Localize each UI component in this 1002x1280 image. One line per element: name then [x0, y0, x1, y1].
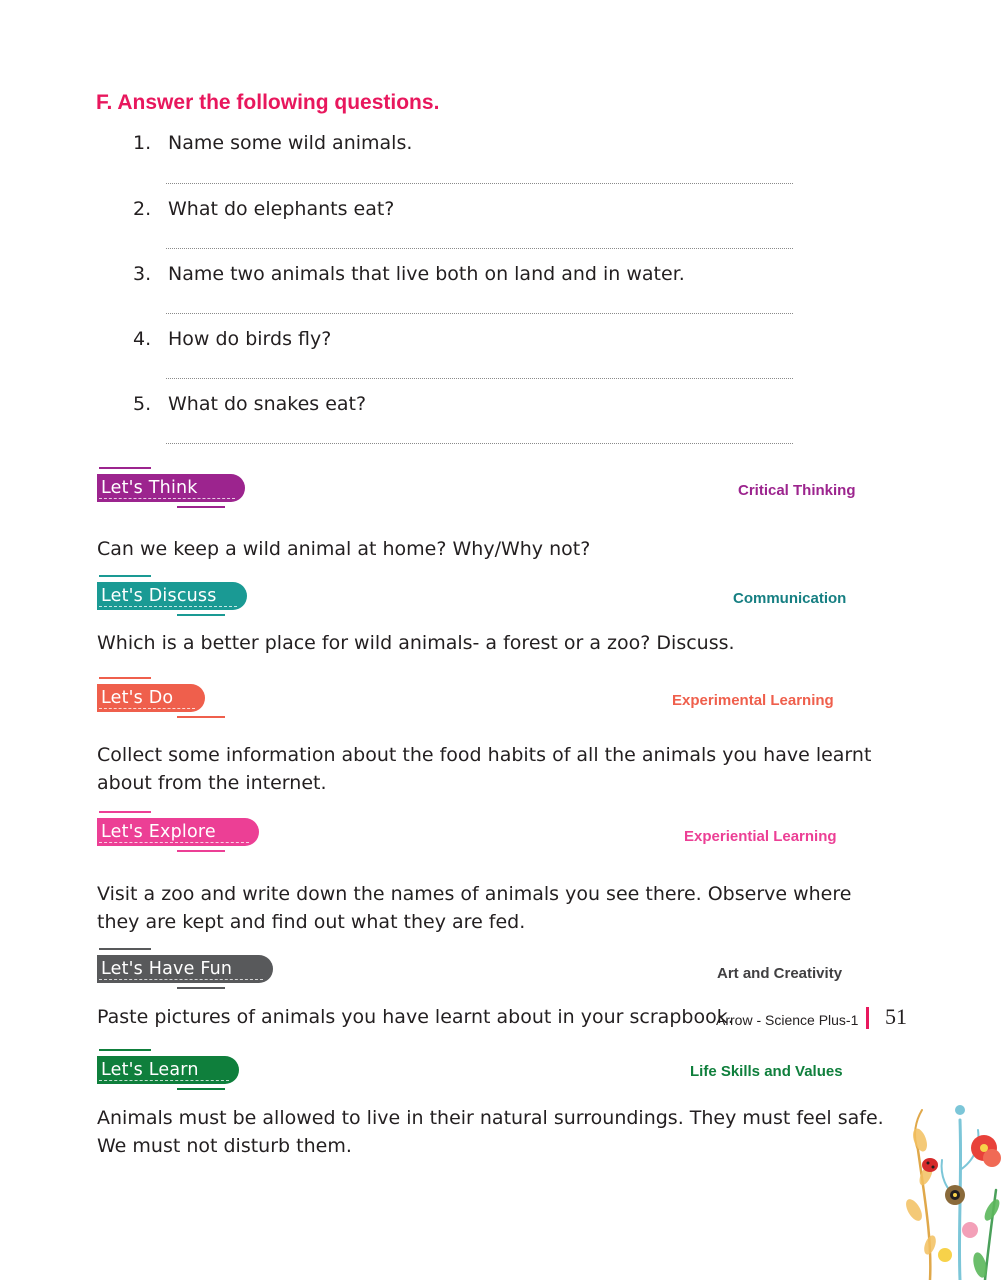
dashed-stitch [99, 498, 235, 499]
question-5 [133, 393, 366, 415]
snail-icon [945, 1185, 965, 1205]
decor-line [99, 1049, 151, 1051]
decor-line [177, 716, 225, 718]
skill-tag: Art and Creativity [717, 965, 843, 982]
question-number: 5. [133, 393, 152, 415]
decor-line [99, 575, 151, 577]
question-3 [133, 263, 685, 285]
decor-line [99, 677, 151, 679]
activity-text: Can we keep a wild animal at home? Why/Why not? [97, 538, 591, 560]
activity-text: Paste pictures of animals you have learnt about in your scrapbook. [97, 1006, 734, 1028]
question-text: Name two animals that live both on land and in water. [168, 263, 685, 285]
floral-illustration [900, 1080, 1002, 1280]
activity-label-text: Let's Think [101, 478, 198, 498]
decor-line [177, 987, 225, 989]
activity-label-text: Let's Learn [101, 1060, 199, 1080]
question-text: How do birds fly? [168, 328, 332, 350]
question-4 [133, 328, 331, 350]
answer-line[interactable] [166, 443, 793, 444]
question-number: 1. [133, 132, 152, 154]
answer-line[interactable] [166, 313, 793, 314]
leaf-icon [903, 1127, 938, 1256]
skill-tag: Experimental Learning [672, 692, 834, 709]
activity-label-text: Let's Explore [101, 822, 216, 842]
decor-line [177, 1088, 225, 1090]
page-number: 51 [885, 1004, 907, 1029]
activity-text: Visit a zoo and write down the names of animals you see there. Observe where they are kept and find out what they are fed. [97, 883, 852, 933]
footer-divider [866, 1007, 869, 1029]
question-number: 3. [133, 263, 152, 285]
activity-text: Collect some information about the food habits of all the animals you have learnt about from the internet. [97, 744, 872, 794]
decor-line [99, 948, 151, 950]
activity-label-lets-discuss [97, 582, 247, 610]
decor-line [99, 467, 151, 469]
dashed-stitch [99, 1080, 229, 1081]
question-1 [133, 132, 412, 154]
question-text: Name some wild animals. [168, 132, 413, 154]
activity-label-lets-explore [97, 818, 259, 846]
activity-text: Which is a better place for wild animals- a forest or a zoo? Discuss. [97, 632, 735, 654]
question-text: What do elephants eat? [168, 198, 395, 220]
question-number: 4. [133, 328, 152, 350]
decor-line [177, 506, 225, 508]
skill-tag: Critical Thinking [738, 482, 856, 499]
dashed-stitch [99, 708, 195, 709]
dashed-stitch [99, 606, 237, 607]
ladybug-icon [922, 1158, 938, 1172]
skill-tag: Experiential Learning [684, 828, 837, 845]
answer-line[interactable] [166, 248, 793, 249]
section-heading: F. Answer the following questions. [96, 91, 440, 114]
activity-label-text: Let's Discuss [101, 586, 217, 606]
skill-tag: Communication [733, 590, 847, 607]
flower-icon [938, 1105, 1001, 1262]
activity-label-lets-think [97, 474, 245, 502]
dashed-stitch [99, 979, 263, 980]
activity-text: Animals must be allowed to live in their natural surroundings. They must feel safe. We must not disturb them. [97, 1107, 884, 1157]
activity-label-lets-have-fun [97, 955, 273, 983]
question-2 [133, 198, 394, 220]
activity-label-lets-learn [97, 1056, 239, 1084]
answer-line[interactable] [166, 183, 793, 184]
activity-label-lets-do [97, 684, 205, 712]
decor-line [177, 614, 225, 616]
activity-label-text: Let's Do [101, 688, 174, 708]
leaf-icon [971, 1197, 1002, 1279]
decor-line [177, 850, 225, 852]
question-text: What do snakes eat? [168, 393, 367, 415]
decor-line [99, 811, 151, 813]
skill-tag: Life Skills and Values [690, 1063, 843, 1080]
answer-line[interactable] [166, 378, 793, 379]
footer-book-title: Arrow - Science Plus-1 [716, 1012, 859, 1028]
question-number: 2. [133, 198, 152, 220]
dashed-stitch [99, 842, 249, 843]
activity-label-text: Let's Have Fun [101, 959, 233, 979]
